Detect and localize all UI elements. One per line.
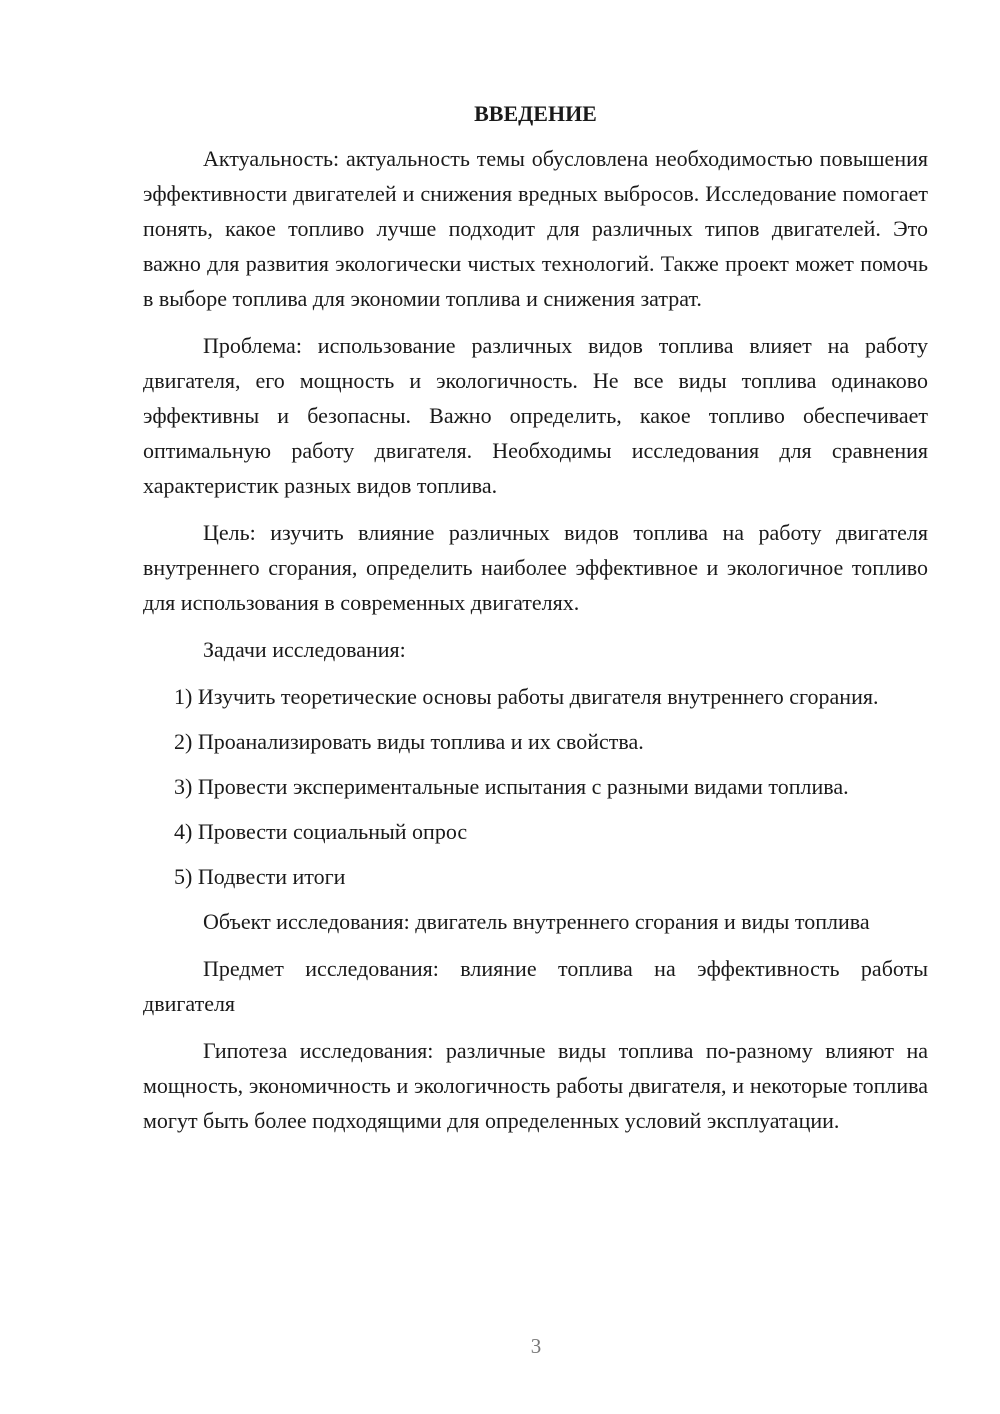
object-paragraph: Объект исследования: двигатель внутреннего сгорания и виды топлива <box>203 909 870 934</box>
task-item-4: 4) Провести социальный опрос <box>174 819 468 844</box>
goal-paragraph: Цель: изучить влияние различных видов топлива на работу двигателя внутреннего сгорания, определить наиболее эффективное и экологичное топливо для использования в современных двигателях. <box>143 520 928 615</box>
page-number: 3 <box>530 1334 542 1358</box>
task-item-2: 2) Проанализировать виды топлива и их свойства. <box>174 729 644 754</box>
relevance-paragraph: Актуальность: актуальность темы обусловлена необходимостью повышения эффективности двигателей и снижения вредных выбросов. Исследование помогает понять, какое топливо лучше подходит для различных типов двигателей. Это важно для развития экологически чистых технологий. Также проект может помочь в выборе топлива для экономии топлива и снижения затрат. <box>143 146 928 311</box>
hypothesis-paragraph: Гипотеза исследования: различные виды топлива по-разному влияют на мощность, экономичность и экологичность работы двигателя, и некоторые топлива могут быть более подходящими для определенных условий эксплуатации. <box>143 1038 928 1133</box>
tasks-title: Задачи исследования: <box>203 637 406 662</box>
task-item-3: 3) Провести экспериментальные испытания с разными видами топлива. <box>174 774 849 799</box>
task-item-5: 5) Подвести итоги <box>174 864 346 889</box>
task-item-1: 1) Изучить теоретические основы работы двигателя внутреннего сгорания. <box>174 684 879 709</box>
subject-paragraph: Предмет исследования: влияние топлива на эффективность работы двигателя <box>143 956 928 1016</box>
page-content <box>143 96 928 1150</box>
section-heading: ВВЕДЕНИЕ <box>474 101 597 126</box>
problem-paragraph: Проблема: использование различных видов топлива влияет на работу двигателя, его мощность и экологичность. Не все виды топлива одинаково эффективны и безопасны. Важно определить, какое топливо обеспечивает оптимальную работу двигателя. Необходимы исследования для сравнения характеристик разных видов топлива. <box>143 333 928 498</box>
